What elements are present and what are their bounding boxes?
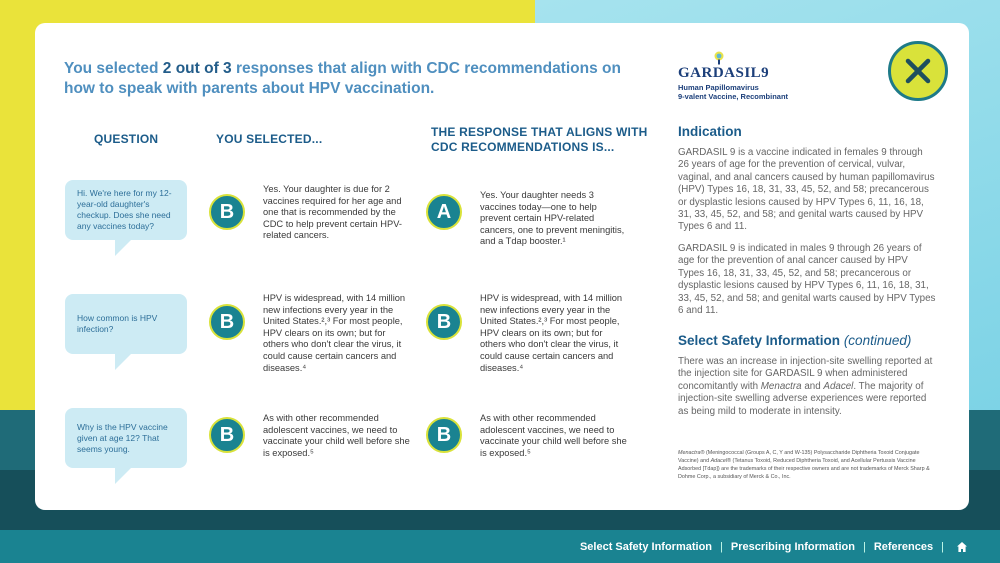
column-header-aligns: THE RESPONSE THAT ALIGNS WITH CDC RECOMMENDATIONS IS... bbox=[431, 125, 648, 154]
column-header-selected: YOU SELECTED... bbox=[216, 132, 323, 146]
column-header-question: QUESTION bbox=[94, 132, 159, 146]
correct-badge: A bbox=[426, 194, 462, 230]
home-icon[interactable] bbox=[956, 541, 968, 553]
logo-line2: Human Papillomavirus bbox=[678, 83, 759, 92]
logo-mark-icon bbox=[712, 51, 726, 65]
safety-paragraph: There was an increase in injection-site swelling reported at the injection site for GARDASIL 9 when administered concomitantly with Menactra and Adacel. The majority of injection-site swelling adverse experiences were reported as being mild to moderate in intensity. bbox=[678, 356, 933, 417]
footer-separator: | bbox=[720, 540, 723, 553]
selected-badge: B bbox=[209, 304, 245, 340]
close-button[interactable] bbox=[888, 41, 948, 101]
indication-title: Indication bbox=[678, 124, 742, 139]
footer-link-prescribing[interactable]: Prescribing Information bbox=[730, 540, 855, 553]
footer-link-safety[interactable]: Select Safety Information bbox=[579, 540, 713, 553]
question-bubble bbox=[65, 408, 187, 468]
question-text: Hi. We're here for my 12-year-old daughter's checkup. Does she need any vaccines today? bbox=[77, 188, 172, 231]
page-title: You selected 2 out of 3 responses that align with CDC recommendations on how to speak with parents about HPV vaccination. bbox=[64, 60, 621, 97]
score: 2 out of 3 bbox=[162, 60, 232, 77]
correct-response: HPV is widespread, with 14 million new infections every year in the United States.²,³ For most people, HPV clears on its own; but for others who don't clear the virus, it could cause certain cancers and diseases.⁴ bbox=[480, 293, 623, 373]
selected-response: As with other recommended adolescent vaccines, we need to vaccinate your child well before she is exposed.⁵ bbox=[263, 413, 410, 458]
bubble-tail bbox=[115, 240, 131, 256]
safety-title: Select Safety Information (continued) bbox=[678, 333, 912, 348]
trademark-fine-print: Menactra® (Meningococcal (Groups A, C, Y and W-135) Polysaccharide Diphtheria Toxoid Conjugate Vaccine) and Adacel® (Tetanus Toxoid, Reduced Diphtheria Toxoid, and Acellular Pertussis Vaccine Adsorbed [Tdap]) are the trademarks of their respective owners and are not trademarks of Merck Sharp & Dohme Corp., a subsidiary of Merck & Co., Inc. bbox=[678, 450, 930, 480]
question-bubble bbox=[65, 180, 187, 240]
correct-badge: B bbox=[426, 417, 462, 453]
logo-brand: GARDASIL9 bbox=[678, 65, 770, 81]
results-card bbox=[35, 23, 969, 510]
indication-paragraph-1: GARDASIL 9 is a vaccine indicated in females 9 through 26 years of age for the prevention of cervical, vulvar, vaginal, and anal cancers caused by human papillomavirus (HPV) Types 16, 18, 31, 33, 45, 52, and 58; precancerous or dysplastic lesions caused by HPV Types 6, 11, 16, 18, 31, 33, 45, 52, and 58; and genital warts caused by HPV Types 6 and 11. bbox=[678, 147, 935, 233]
bubble-tail bbox=[115, 468, 131, 484]
indication-paragraph-2: GARDASIL 9 is indicated in males 9 through 26 years of age for the prevention of anal cancer caused by HPV Types 16, 18, 31, 33, 45, 52, and 58; precancerous or dysplastic lesions caused by HPV Types 6, 11, 16, 18, 31, 33, 45, 52, and 58; and genital warts caused by HPV Types 6 and 11. bbox=[678, 243, 936, 317]
bubble-tail bbox=[115, 354, 131, 370]
close-icon bbox=[903, 56, 933, 86]
selected-badge: B bbox=[209, 194, 245, 230]
gardasil-logo bbox=[678, 51, 798, 101]
selected-response: Yes. Your daughter is due for 2 vaccines required for her age and one that is recommended by the CDC to help prevent certain HPV-related cancers. bbox=[263, 184, 402, 241]
footer-separator: | bbox=[941, 540, 944, 553]
correct-badge: B bbox=[426, 304, 462, 340]
question-bubble bbox=[65, 294, 187, 354]
question-text: Why is the HPV vaccine given at age 12? That seems young. bbox=[77, 421, 168, 454]
footer-link-references[interactable]: References bbox=[873, 540, 934, 553]
correct-response: As with other recommended adolescent vaccines, we need to vaccinate your child well before she is exposed.⁵ bbox=[480, 413, 627, 458]
correct-response: Yes. Your daughter needs 3 vaccines today—one to help prevent certain HPV-related cancers, one to prevent meningitis, and a Tdap booster.¹ bbox=[480, 190, 625, 247]
selected-response: HPV is widespread, with 14 million new infections every year in the United States.²,³ For most people, HPV clears on its own; but for others who don't clear the virus, it could cause certain cancers and diseases.⁴ bbox=[263, 293, 406, 373]
question-text: How common is HPV infection? bbox=[77, 313, 158, 334]
footer-separator: | bbox=[862, 540, 866, 553]
selected-badge: B bbox=[209, 417, 245, 453]
footer-nav bbox=[0, 530, 1000, 563]
logo-line3: 9-valent Vaccine, Recombinant bbox=[678, 92, 789, 101]
